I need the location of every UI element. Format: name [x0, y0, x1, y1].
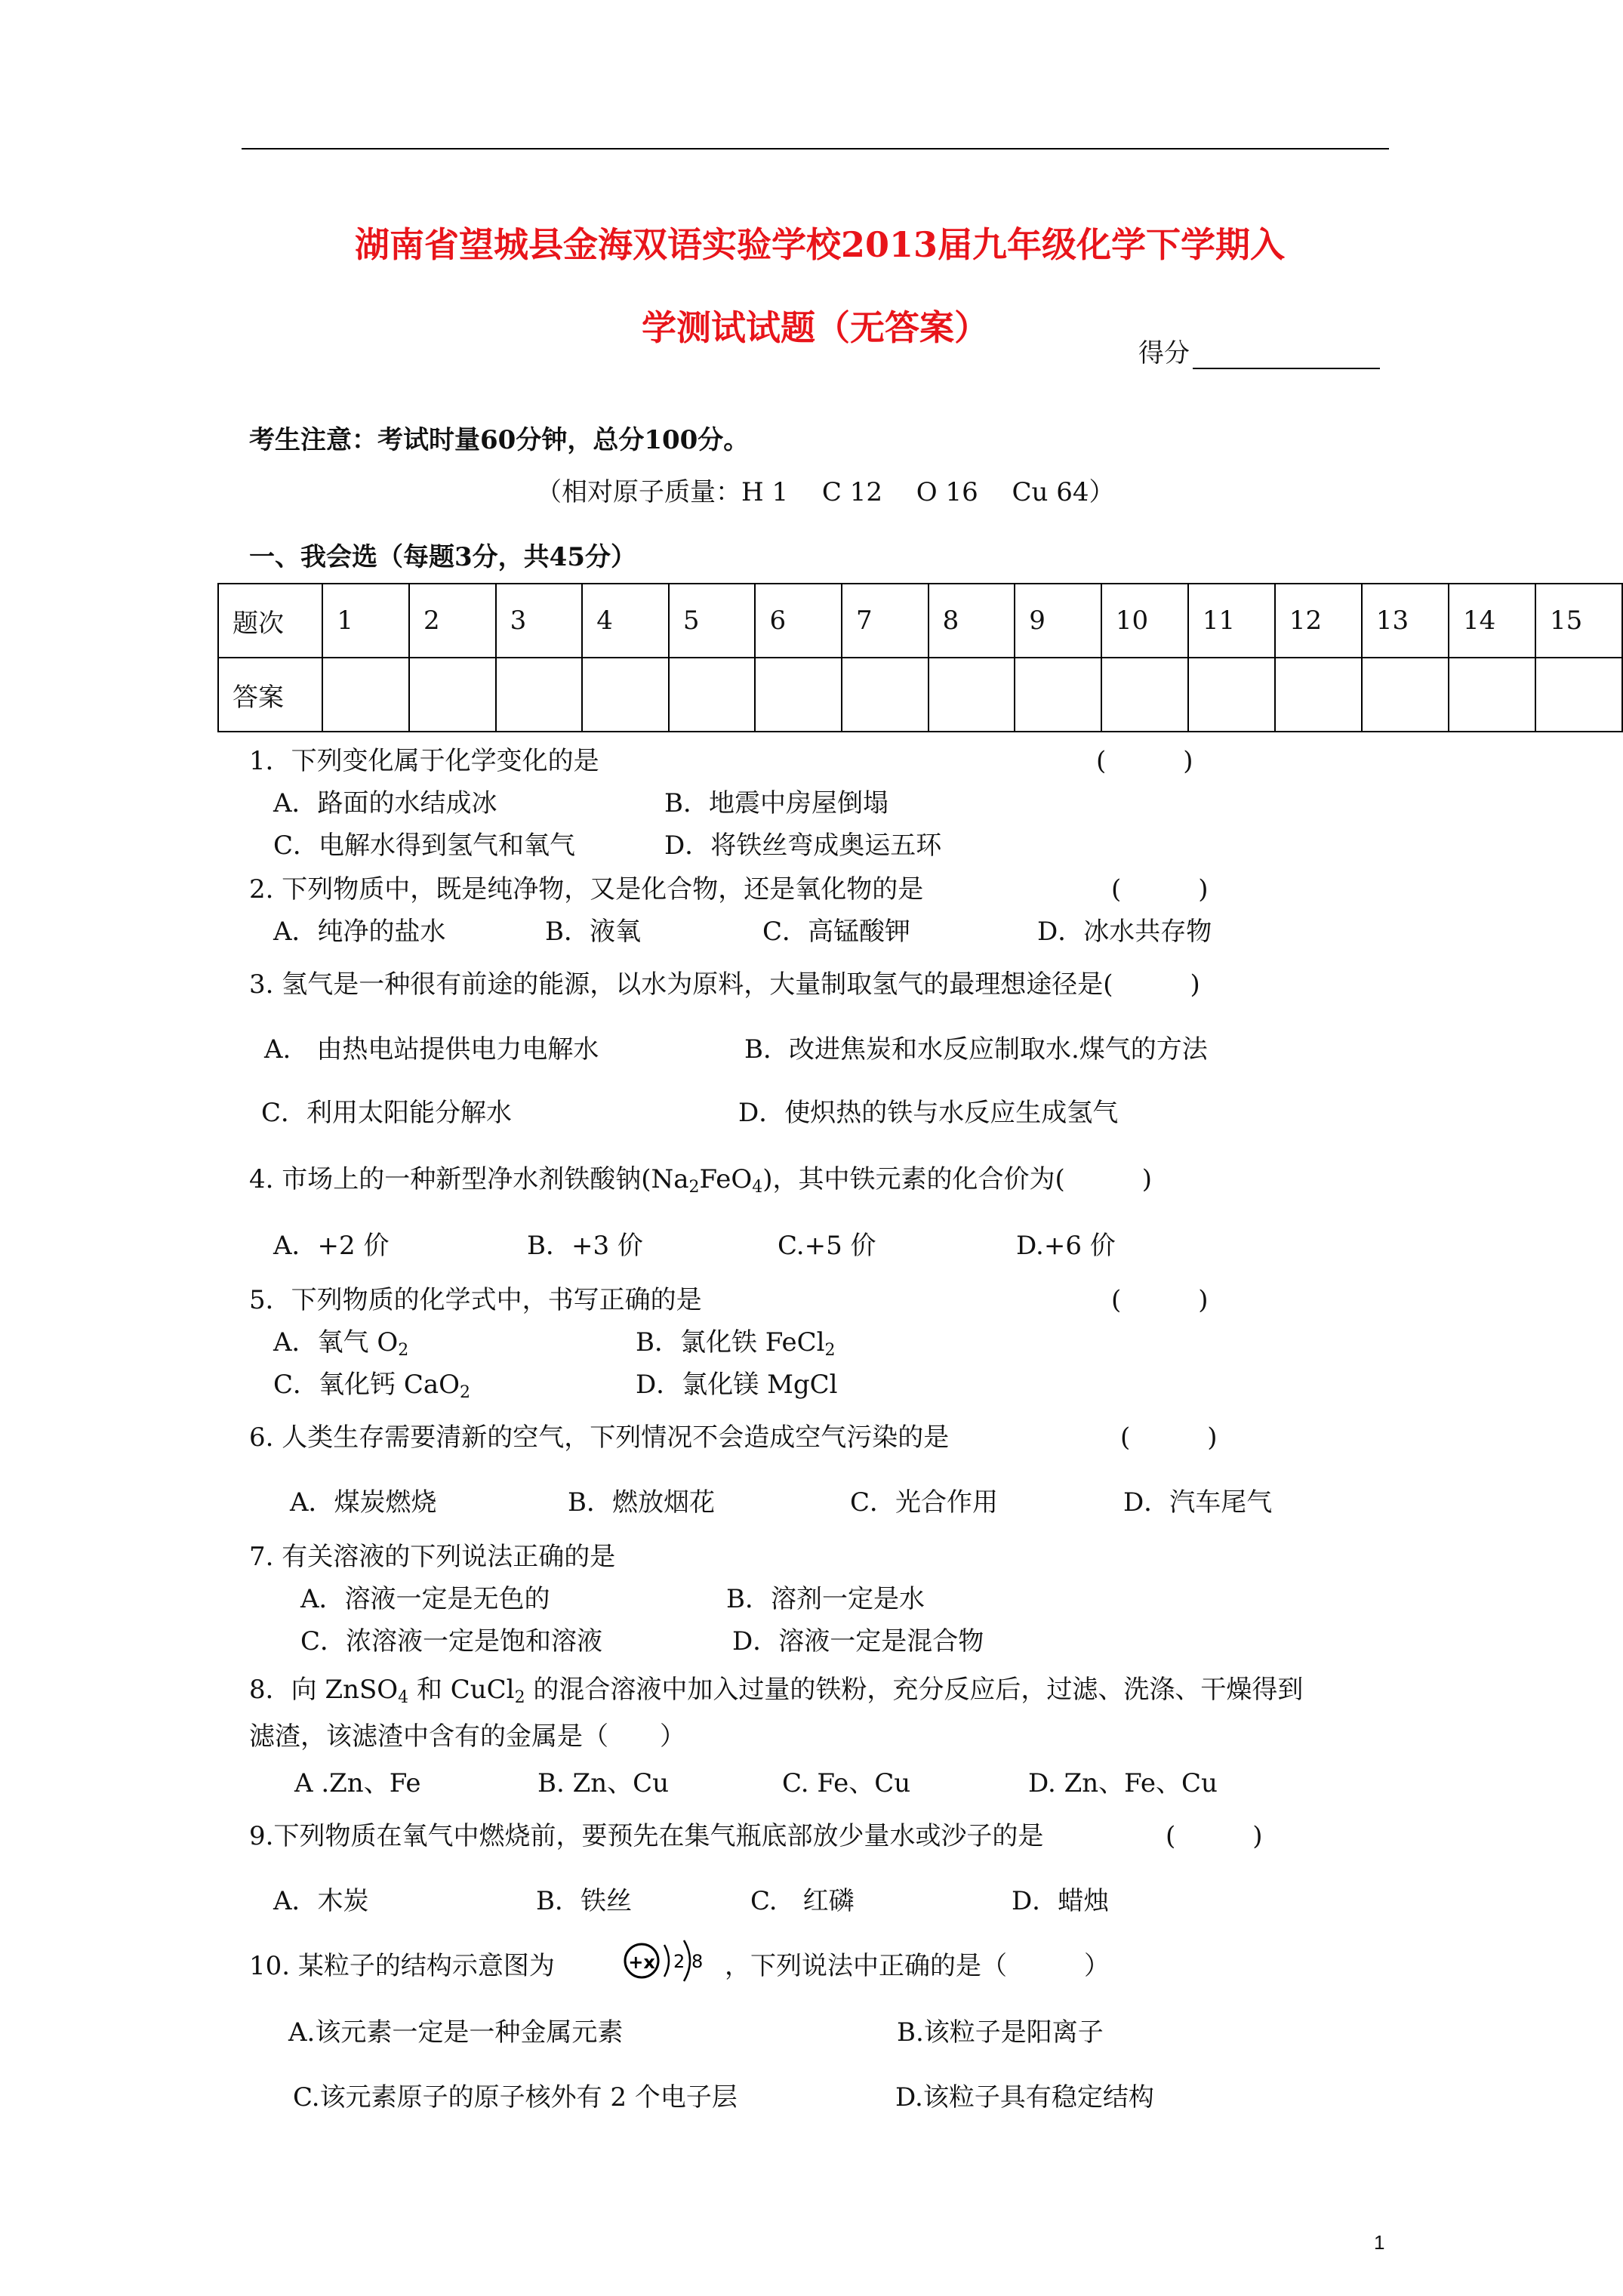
answer-cell[interactable]	[929, 658, 1015, 732]
q3-option-b: B．改进焦炭和水反应制取水.煤气的方法	[744, 1034, 1208, 1065]
score-blank	[1193, 342, 1380, 369]
q4-option-a: A．+2 价	[273, 1231, 390, 1261]
q8-line-1-end: 的混合溶液中加入过量的铁粉，充分反应后，过滤、洗涤、干燥得到	[525, 1675, 1304, 1705]
q5-option-a-sub: 2	[398, 1341, 409, 1360]
answer-cell[interactable]	[1449, 658, 1535, 732]
q3-stem: 3. 氢气是一种很有前途的能源，以水为原料，大量制取氢气的最理想途径是( )	[249, 969, 1200, 1000]
cell-number: 4	[582, 584, 669, 658]
answer-cell[interactable]	[842, 658, 929, 732]
q7-stem: 7. 有关溶液的下列说法正确的是	[249, 1542, 616, 1572]
q6-option-b: B．燃放烟花	[568, 1487, 715, 1518]
q6-stem: 6. 人类生存需要清新的空气，下列情况不会造成空气污染的是	[249, 1422, 950, 1453]
cell-number: 9	[1015, 584, 1101, 658]
q6-option-d: D．汽车尾气	[1123, 1487, 1273, 1518]
q7-option-c: C．浓溶液一定是饱和溶液	[300, 1626, 603, 1657]
q6-paren: ( )	[1120, 1422, 1218, 1453]
answer-cell[interactable]	[1275, 658, 1362, 732]
answer-cell[interactable]	[1535, 658, 1622, 732]
row-label-number: 题次	[218, 584, 322, 658]
q5-option-d: D．氯化镁 MgCl	[636, 1370, 838, 1400]
electron-shell-1-arc	[664, 1945, 669, 1977]
q10-option-b: B.该粒子是阳离子	[897, 2017, 1104, 2048]
cell-number: 1	[322, 584, 409, 658]
q8-option-a: A .Zn、Fe	[294, 1768, 421, 1798]
q6-option-a: A．煤炭燃烧	[290, 1487, 437, 1518]
cell-number: 13	[1362, 584, 1449, 658]
answer-cell[interactable]	[322, 658, 409, 732]
q2-option-a: A．纯净的盐水	[273, 917, 446, 947]
q5-option-b-sub: 2	[824, 1341, 836, 1360]
q2-option-c: C．高锰酸钾	[762, 917, 911, 947]
q8-option-c: C. Fe、Cu	[782, 1768, 911, 1798]
q3-option-c: C．利用太阳能分解水	[261, 1098, 513, 1128]
q10-option-d: D.该粒子具有稳定结构	[895, 2082, 1154, 2113]
q1-option-b: B．地震中房屋倒塌	[664, 788, 888, 818]
q9-option-a: A．木炭	[273, 1886, 369, 1916]
q8-line-1-formula: 和 CuCl	[408, 1675, 515, 1705]
row-label-answer: 答案	[218, 658, 322, 732]
q1-option-c: C．电解水得到氢气和氧气	[273, 831, 576, 861]
q9-option-d: D．蜡烛	[1012, 1886, 1110, 1916]
answer-table-row-answers	[218, 658, 1622, 732]
q8-line-1	[249, 1669, 1303, 1707]
score-label: 得分	[1138, 338, 1190, 368]
q3-option-a: A. 由热电站提供电力电解水	[264, 1034, 599, 1065]
cell-number: 3	[496, 584, 583, 658]
atomic-masses: （相对原子质量：H 1 C 12 O 16 Cu 64）	[536, 477, 1115, 507]
q2-paren: ( )	[1111, 874, 1209, 905]
q1-stem: 1．下列变化属于化学变化的是	[249, 746, 599, 776]
q6-option-c: C．光合作用	[850, 1487, 999, 1518]
q9-option-b: B．铁丝	[536, 1886, 632, 1916]
q4-sub-2: 2	[688, 1178, 700, 1197]
atomic-structure-diagram	[621, 1934, 711, 1987]
answer-cell[interactable]	[409, 658, 496, 732]
cell-number: 14	[1449, 584, 1535, 658]
nucleus-charge: +x	[628, 1952, 655, 1973]
q5-stem: 5．下列物质的化学式中，书写正确的是	[249, 1285, 702, 1315]
answer-cell[interactable]	[496, 658, 583, 732]
q4-stem-start: 4. 市场上的一种新型净水剂铁酸钠(Na	[249, 1164, 689, 1194]
cell-number: 8	[929, 584, 1015, 658]
q8-line-2: 滤渣，该滤渣中含有的金属是（ ）	[249, 1721, 685, 1752]
q4-option-d: D.+6 价	[1016, 1231, 1116, 1261]
q7-option-a: A．溶液一定是无色的	[300, 1584, 550, 1614]
q1-option-a: A．路面的水结成冰	[273, 788, 497, 818]
title-line-1: 湖南省望城县金海双语实验学校2013届九年级化学下学期入	[355, 224, 1286, 265]
q8-sub-4: 4	[398, 1688, 409, 1707]
q4-formula: FeO	[699, 1164, 753, 1194]
q5-paren: ( )	[1111, 1285, 1209, 1315]
cell-number: 12	[1275, 584, 1362, 658]
q5-option-a-text: A．氧气 O	[273, 1327, 399, 1358]
answer-cell[interactable]	[669, 658, 756, 732]
q9-paren: ( )	[1166, 1821, 1263, 1851]
cell-number: 7	[842, 584, 929, 658]
q5-option-a	[273, 1321, 408, 1360]
shell-1-electrons: 2	[673, 1951, 685, 1972]
cell-number: 6	[755, 584, 842, 658]
q9-stem: 9.下列物质在氧气中燃烧前，要预先在集气瓶底部放少量水或沙子的是	[249, 1821, 1044, 1851]
q9-option-c: C. 红磷	[750, 1886, 855, 1916]
answer-cell[interactable]	[1362, 658, 1449, 732]
q4-option-c: C.+5 价	[778, 1231, 876, 1261]
q8-line-1-start: 8．向 ZnSO	[249, 1675, 399, 1705]
answer-table-row-numbers	[218, 584, 1622, 658]
q5-option-c-sub: 2	[459, 1383, 470, 1402]
q2-option-b: B．液氧	[545, 917, 641, 947]
header-rule	[242, 148, 1389, 149]
q2-option-d: D．冰水共存物	[1037, 917, 1212, 947]
q7-option-d: D．溶液一定是混合物	[732, 1626, 984, 1657]
q7-option-b: B．溶剂一定是水	[726, 1584, 925, 1614]
shell-2-electrons: 8	[691, 1951, 704, 1972]
q8-option-b: B. Zn、Cu	[537, 1768, 670, 1798]
cell-number: 15	[1535, 584, 1622, 658]
cell-number: 5	[669, 584, 756, 658]
q2-stem: 2. 下列物质中，既是纯净物，又是化合物，还是氧化物的是	[249, 874, 924, 905]
q3-option-d: D．使炽热的铁与水反应生成氢气	[738, 1098, 1119, 1128]
q1-option-d: D．将铁丝弯成奥运五环	[664, 831, 942, 861]
cell-number: 2	[409, 584, 496, 658]
q5-option-b-text: B．氯化铁 FeCl	[636, 1327, 825, 1358]
answer-table	[217, 583, 1623, 732]
q10-stem-end: ，下列说法中正确的是（ ）	[725, 1951, 1110, 1981]
score-field	[1138, 332, 1380, 369]
q10-option-c: C.该元素原子的原子核外有 2 个电子层	[293, 2082, 738, 2113]
exam-notice: 考生注意：考试时量60分钟，总分100分。	[249, 425, 750, 455]
answer-cell[interactable]	[1188, 658, 1275, 732]
section-1-heading: 一、我会选（每题3分，共45分）	[249, 542, 636, 572]
q10-option-a: A.该元素一定是一种金属元素	[288, 2017, 624, 2048]
q4-stem	[249, 1158, 1152, 1197]
q5-option-c-text: C．氧化钙 CaO	[273, 1370, 460, 1400]
cell-number: 11	[1188, 584, 1275, 658]
q4-option-b: B．+3 价	[527, 1231, 643, 1261]
cell-number: 10	[1101, 584, 1188, 658]
q5-option-c	[273, 1364, 470, 1402]
answer-cell[interactable]	[1101, 658, 1188, 732]
answer-cell[interactable]	[755, 658, 842, 732]
q10-stem-start: 10. 某粒子的结构示意图为	[249, 1951, 555, 1981]
q1-paren: ( )	[1096, 746, 1193, 776]
q4-stem-end: )，其中铁元素的化合价为( )	[762, 1164, 1153, 1194]
q8-sub-2: 2	[514, 1688, 525, 1707]
answer-cell[interactable]	[582, 658, 669, 732]
q5-option-b	[636, 1321, 836, 1360]
q8-option-d: D. Zn、Fe、Cu	[1028, 1768, 1218, 1798]
page-number: 1	[1374, 2231, 1385, 2254]
answer-cell[interactable]	[1015, 658, 1101, 732]
q4-sub-4: 4	[752, 1178, 763, 1197]
title-line-2: 学测试试题（无答案）	[642, 307, 989, 348]
